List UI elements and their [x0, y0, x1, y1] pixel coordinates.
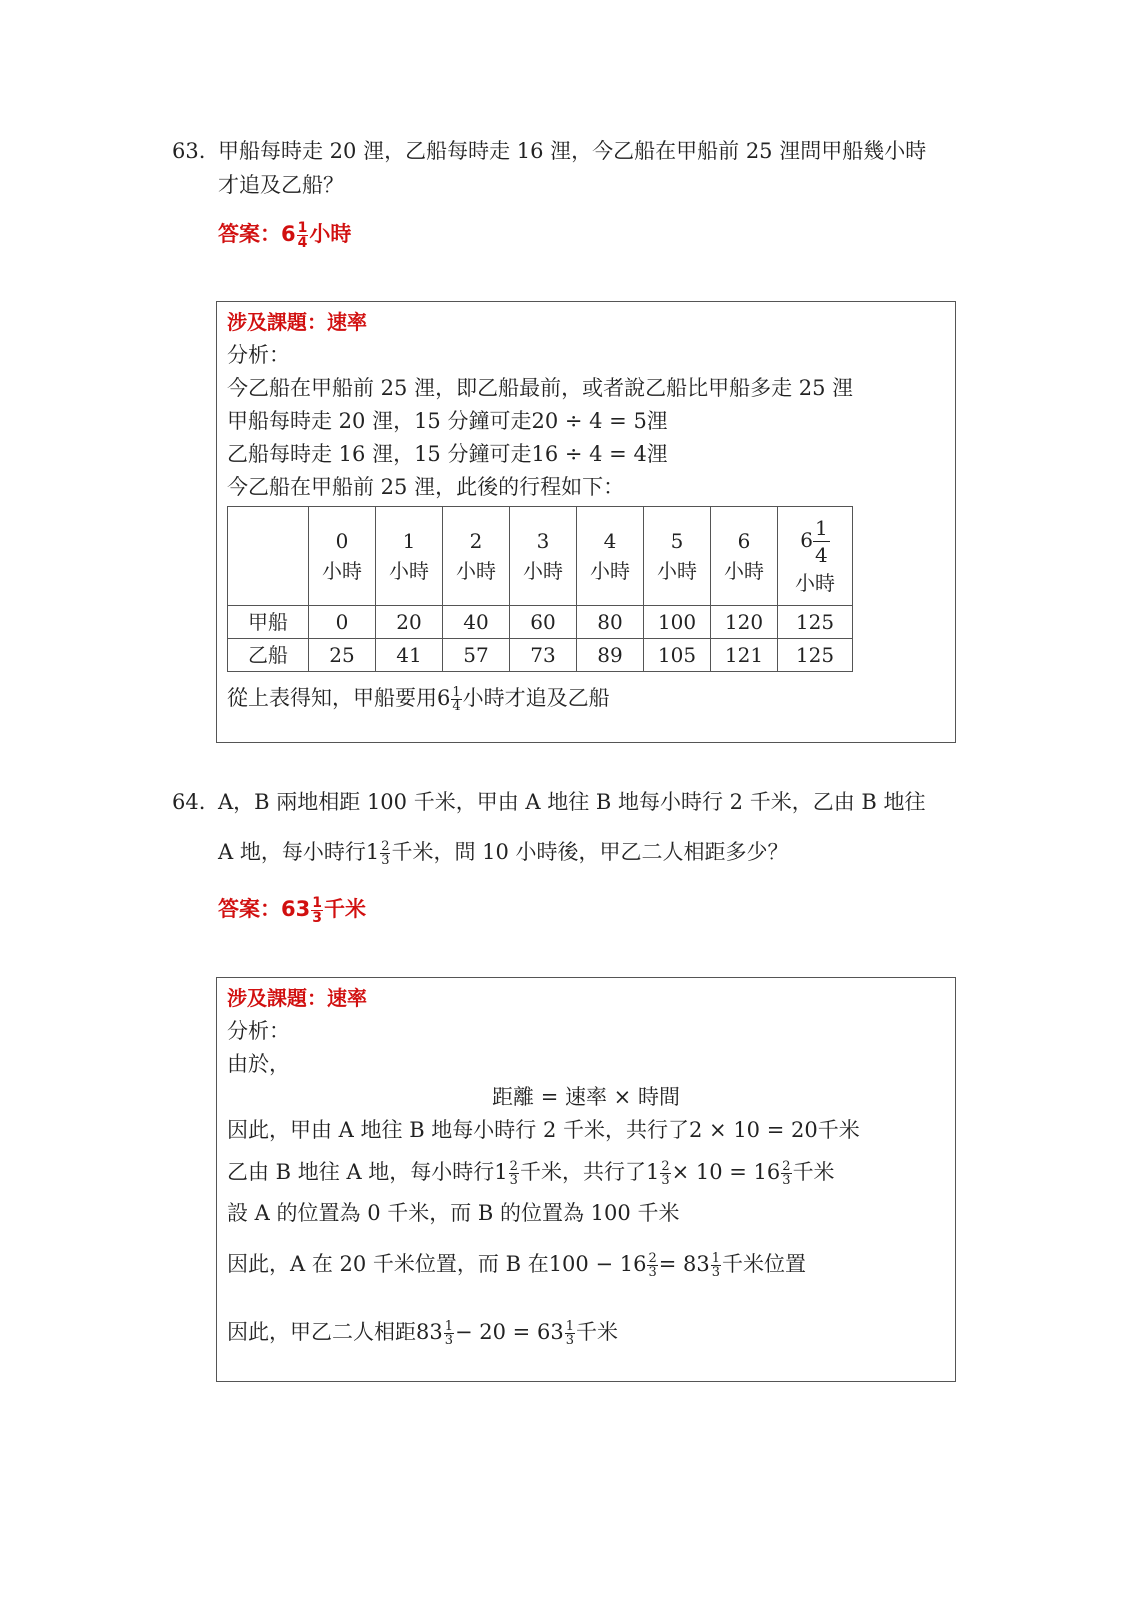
analysis-text: 千米 — [575, 1320, 618, 1344]
analysis-label: 分析： — [227, 1019, 290, 1043]
table-row — [228, 639, 853, 672]
inline-fraction — [565, 1320, 575, 1347]
inline-fraction — [451, 686, 461, 713]
table-cell: 125 — [778, 639, 853, 672]
hour-value: 0 — [335, 529, 349, 553]
analysis-line: 甲船每時走 20 浬，15 分鐘可走20 ÷ 4 = 5浬 — [227, 409, 668, 433]
fraction-denominator: 3 — [509, 1173, 518, 1188]
hour-value: 2 — [469, 529, 483, 553]
question-64 — [172, 777, 962, 877]
table-cell: 73 — [510, 639, 577, 672]
hour-value: 3 — [536, 529, 550, 553]
fraction-denominator: 3 — [381, 853, 390, 868]
conclusion-text: 小時才追及乙船 — [462, 686, 610, 710]
hour-value: 4 — [603, 529, 617, 553]
answer-fraction — [297, 221, 309, 250]
question-text — [218, 134, 962, 202]
answer-whole: 6 — [281, 222, 296, 246]
analysis-label: 分析： — [227, 343, 290, 367]
hour-fraction — [813, 515, 830, 568]
fraction-denominator: 4 — [815, 542, 828, 567]
answer-unit: 千米 — [323, 897, 366, 921]
table-cell: 60 — [510, 606, 577, 639]
analysis-text: 千米位置 — [722, 1252, 807, 1276]
analysis-box-64 — [216, 977, 956, 1382]
inline-fraction — [647, 1252, 657, 1279]
inline-fraction — [660, 1160, 670, 1187]
analysis-text: 千米，共行了1 — [519, 1160, 660, 1184]
question-text-part: A 地，每小時行1 — [218, 840, 380, 864]
hour-unit: 小時 — [795, 570, 835, 595]
table-cell: 25 — [309, 639, 376, 672]
analysis-line: 今乙船在甲船前 25 浬，即乙船最前，或者說乙船比甲船多走 25 浬 — [227, 376, 854, 400]
table-cell: 20 — [376, 606, 443, 639]
fraction-numerator: 2 — [782, 1159, 791, 1174]
answer-whole: 63 — [281, 897, 311, 921]
fraction-numerator: 2 — [509, 1159, 518, 1174]
hour-mixed-fraction — [782, 515, 848, 568]
fraction-numerator: 1 — [312, 894, 322, 911]
answer-64 — [218, 893, 366, 925]
topic-heading: 涉及課題：速率 — [227, 310, 367, 334]
inline-fraction — [380, 840, 390, 867]
fraction-numerator: 1 — [711, 1251, 721, 1266]
answer-unit: 小時 — [309, 222, 352, 246]
analysis-text: 因此，甲乙二人相距83 — [227, 1320, 443, 1344]
table-cell: 57 — [443, 639, 510, 672]
inline-fraction — [444, 1320, 454, 1347]
question-text-part: 千米，問 10 小時後，甲乙二人相距多少？ — [391, 840, 789, 864]
hour-unit: 小時 — [590, 559, 630, 583]
fraction-numerator: 2 — [648, 1251, 657, 1266]
row-label: 甲船 — [228, 606, 309, 639]
hour-value: 5 — [670, 529, 684, 553]
question-number: 64. — [172, 790, 206, 814]
hour-unit: 小時 — [724, 559, 764, 583]
analysis-line: 設 A 的位置為 0 千米，而 B 的位置為 100 千米 — [227, 1201, 680, 1225]
answer-fraction — [311, 896, 323, 925]
topic-heading: 涉及課題：速率 — [227, 986, 367, 1010]
hour-unit: 小時 — [523, 559, 563, 583]
table-cell: 80 — [577, 606, 644, 639]
question-text-line: 甲船每時走 20 浬，乙船每時走 16 浬，今乙船在甲船前 25 浬問甲船幾小時 — [218, 139, 927, 163]
question-text — [218, 777, 962, 877]
question-text-line: 才追及乙船？ — [218, 173, 344, 197]
table-cell: 121 — [711, 639, 778, 672]
conclusion-text: 從上表得知，甲船要用6 — [227, 686, 451, 710]
question-text-line: A，B 兩地相距 100 千米，甲由 A 地往 B 地每小時行 2 千米，乙由 B 地往 — [218, 790, 926, 814]
fraction-numerator: 2 — [661, 1159, 670, 1174]
conclusion-line — [227, 682, 945, 715]
table-cell: 0 — [309, 606, 376, 639]
table-header-cell — [778, 507, 853, 606]
answer-63 — [218, 218, 351, 250]
table-header-cell — [711, 507, 778, 606]
row-label: 乙船 — [228, 639, 309, 672]
table-corner-cell — [228, 507, 309, 606]
table-header-cell — [309, 507, 376, 606]
analysis-line: 因此，甲由 A 地往 B 地每小時行 2 千米，共行了2 × 10 = 20千米 — [227, 1118, 860, 1142]
fraction-denominator: 3 — [711, 1265, 721, 1280]
table-header-cell — [510, 507, 577, 606]
analysis-line — [227, 1230, 945, 1298]
hour-value: 1 — [402, 529, 416, 553]
table-row — [228, 606, 853, 639]
question-63 — [172, 134, 962, 202]
distance-table — [227, 506, 853, 672]
fraction-numerator: 1 — [452, 685, 461, 700]
hour-unit: 小時 — [322, 559, 362, 583]
hour-unit: 小時 — [657, 559, 697, 583]
fraction-numerator: 2 — [381, 839, 390, 854]
hour-value: 6 — [737, 529, 751, 553]
fraction-denominator: 3 — [661, 1173, 670, 1188]
analysis-text: = 83 — [658, 1252, 710, 1276]
table-cell: 89 — [577, 639, 644, 672]
inline-fraction — [781, 1160, 791, 1187]
analysis-line: 今乙船在甲船前 25 浬，此後的行程如下： — [227, 475, 625, 499]
fraction-denominator: 3 — [312, 909, 322, 926]
table-cell: 125 — [778, 606, 853, 639]
analysis-line — [227, 1298, 945, 1366]
inline-fraction — [711, 1252, 721, 1279]
inline-fraction — [509, 1160, 519, 1187]
table-cell: 100 — [644, 606, 711, 639]
table-header-cell — [644, 507, 711, 606]
hour-unit: 小時 — [389, 559, 429, 583]
fraction-denominator: 3 — [444, 1333, 454, 1348]
fraction-denominator: 4 — [297, 234, 308, 251]
table-header-cell — [577, 507, 644, 606]
analysis-box-63 — [216, 301, 956, 743]
table-cell: 41 — [376, 639, 443, 672]
fraction-denominator: 3 — [565, 1333, 574, 1348]
table-cell: 40 — [443, 606, 510, 639]
fraction-denominator: 3 — [648, 1265, 657, 1280]
analysis-line: 由於， — [227, 1052, 290, 1076]
fraction-numerator: 1 — [444, 1319, 454, 1334]
fraction-denominator: 3 — [782, 1173, 791, 1188]
fraction-numerator: 1 — [297, 219, 308, 236]
table-cell: 120 — [711, 606, 778, 639]
hour-whole: 6 — [800, 527, 813, 552]
fraction-numerator: 1 — [565, 1319, 574, 1334]
table-header-cell — [376, 507, 443, 606]
question-text-line — [218, 827, 962, 877]
hour-unit: 小時 — [456, 559, 496, 583]
analysis-text: × 10 = 16 — [671, 1160, 781, 1184]
question-number: 63. — [172, 139, 206, 163]
analysis-line — [227, 1147, 945, 1197]
analysis-text: − 20 = 63 — [455, 1320, 564, 1344]
analysis-text: 千米 — [792, 1160, 835, 1184]
table-cell: 105 — [644, 639, 711, 672]
table-header-cell — [443, 507, 510, 606]
answer-label: 答案： — [218, 222, 281, 246]
formula-line: 距離 = 速率 × 時間 — [492, 1085, 680, 1109]
answer-label: 答案： — [218, 897, 281, 921]
analysis-text: 乙由 B 地往 A 地，每小時行1 — [227, 1160, 508, 1184]
analysis-text: 因此，A 在 20 千米位置，而 B 在100 − 16 — [227, 1252, 647, 1276]
fraction-numerator: 1 — [815, 515, 828, 540]
fraction-denominator: 4 — [452, 699, 461, 714]
table-header-row — [228, 507, 853, 606]
analysis-line: 乙船每時走 16 浬，15 分鐘可走16 ÷ 4 = 4浬 — [227, 442, 668, 466]
